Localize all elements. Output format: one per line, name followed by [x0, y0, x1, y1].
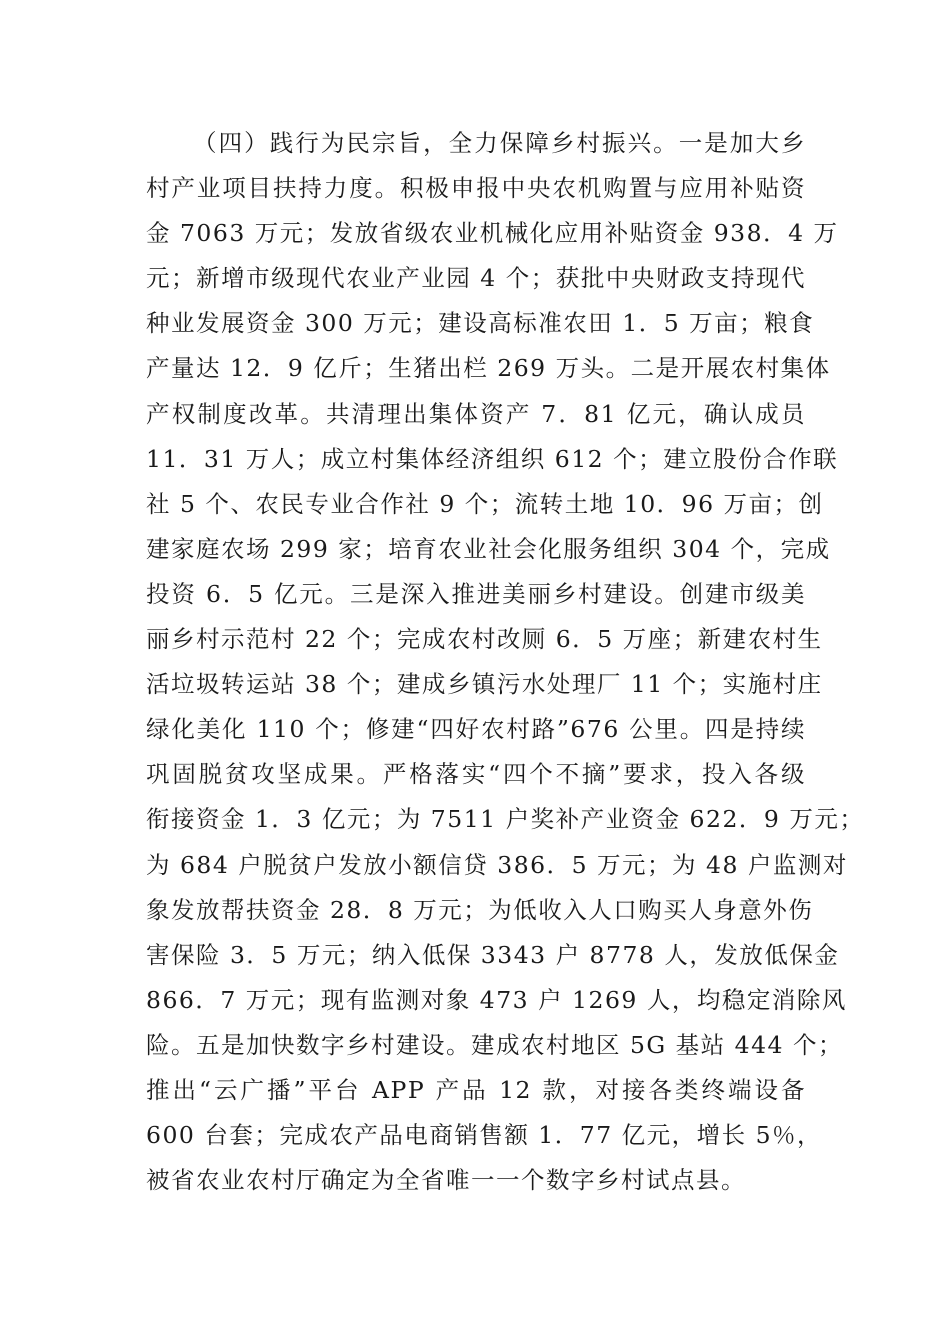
paragraph-line: 投资 6．5 亿元。三是深入推进美丽乡村建设。创建市级美 [146, 579, 806, 608]
paragraph-line: 丽乡村示范村 22 个；完成农村改厕 6．5 万座；新建农村生 [146, 625, 823, 654]
paragraph-line: （四）践行为民宗旨，全力保障乡村振兴。一是加大乡 [193, 129, 806, 157]
paragraph-line: 产量达 12．9 亿斤；生猪出栏 269 万头。二是开展农村集体 [146, 354, 831, 383]
paragraph-line: 产权制度改革。共清理出集体资产 7．81 亿元，确认成员 [146, 399, 806, 428]
paragraph-line: 866．7 万元；现有监测对象 473 户 1269 人，均稳定消除风 [146, 985, 847, 1014]
paragraph-line: 衔接资金 1．3 亿元；为 7511 户奖补产业资金 622．9 万元； [146, 805, 865, 834]
paragraph-line: 金 7063 万元；发放省级农业机械化应用补贴资金 938．4 万 [146, 219, 839, 248]
paragraph-line: 为 684 户脱贫户发放小额信贷 386．5 万元；为 48 户监测对 [146, 850, 848, 879]
paragraph-line: 绿化美化 110 个；修建“四好农村路”676 公里。四是持续 [146, 715, 806, 744]
paragraph-line: 村产业项目扶持力度。积极申报中央农机购置与应用补贴资 [146, 174, 806, 203]
paragraph-line: 推出“云广播”平台 APP 产品 12 款，对接各类终端设备 [146, 1075, 806, 1104]
paragraph-line: 象发放帮扶资金 28．8 万元；为低收入人口购买人身意外伤 [146, 895, 814, 924]
paragraph-line: 600 台套；完成农产品电商销售额 1．77 亿元，增长 5％， [146, 1121, 823, 1150]
paragraph-line: 种业发展资金 300 万元；建设高标准农田 1．5 万亩；粮食 [146, 309, 815, 338]
paragraph-line: 害保险 3．5 万元；纳入低保 3343 户 8778 人，发放低保金 [146, 940, 840, 969]
paragraph-line: 建家庭农场 299 家；培育农业社会化服务组织 304 个，完成 [146, 534, 831, 563]
paragraph-line: 被省农业农村厅确定为全省唯一一个数字乡村试点县。 [146, 1166, 746, 1195]
body-paragraph [146, 121, 865, 1203]
paragraph-line: 巩固脱贫攻坚成果。严格落实“四个不摘”要求，投入各级 [146, 760, 806, 789]
paragraph-line: 险。五是加快数字乡村建设。建成农村地区 5G 基站 444 个； [146, 1030, 843, 1059]
paragraph-line: 社 5 个、农民专业合作社 9 个；流转土地 10．96 万亩；创 [146, 489, 824, 518]
paragraph-line: 活垃圾转运站 38 个；建成乡镇污水处理厂 11 个；实施村庄 [146, 670, 823, 699]
paragraph-line: 元；新增市级现代农业产业园 4 个；获批中央财政支持现代 [146, 264, 806, 293]
paragraph-line: 11．31 万人；成立村集体经济组织 612 个；建立股份合作联 [146, 444, 839, 473]
